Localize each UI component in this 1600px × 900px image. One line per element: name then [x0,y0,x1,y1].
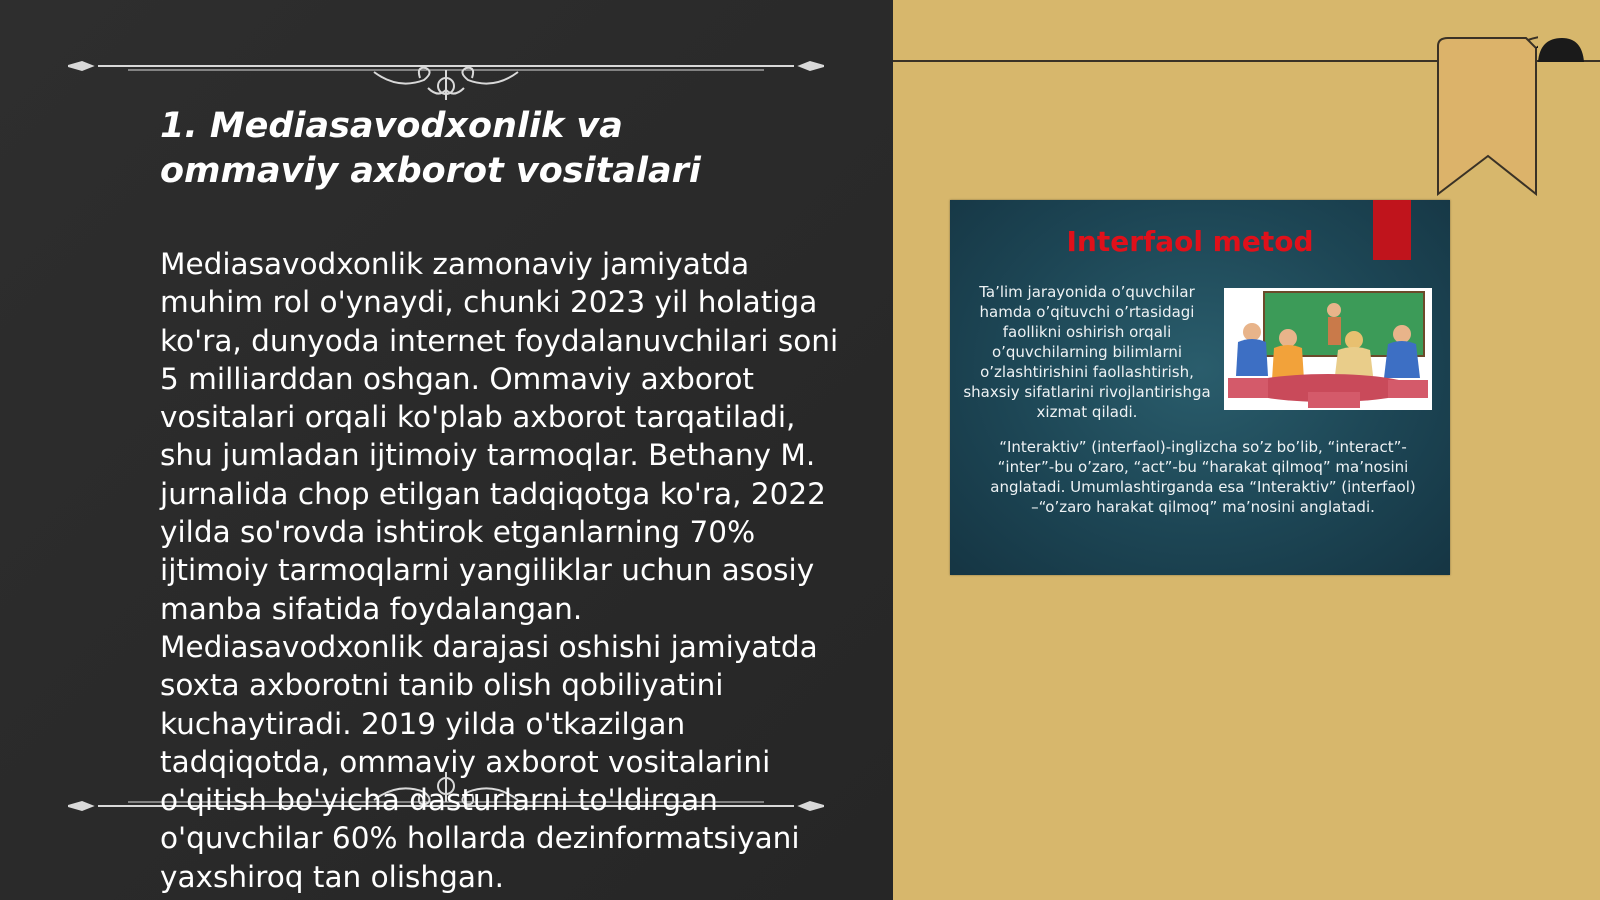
bookmark-ribbon-icon [1436,36,1538,196]
slide-title: 1. Mediasavodxonlik va ommaviy axborot vositalari [160,106,701,191]
card-paragraph-2: “Interaktiv” (interfaol)-inglizcha so’z bo’lib, “interact”- “inter”-bu o’zaro, “act”-bu “harakat qilmoq” ma’nosini anglatadi. Umumlashtirganda esa “Interaktiv” (interfaol) –“o’zaro harakat qilmoq” ma’nosini anglatadi. [990,438,1416,516]
interfaol-metod-card [950,200,1450,575]
bookmark-curl-icon [1536,36,1586,66]
card-title: Interfaol metod [1066,225,1314,258]
card-paragraph-1: Ta’lim jarayonida o’quvchilar hamda o’qituvchi o’rtasidagi faollikni oshirish orqali o’quvchilarning bilimlarni o’zlashtirishini faollashtirish, shaxsiy sifatlarini rivojlantirishga xizmat qiladi. [963,283,1211,421]
top-scroll-divider-icon [68,50,824,100]
classroom-illustration [1224,288,1432,410]
slide-body-text: Mediasavodxonlik zamonaviy jamiyatda muhim rol o'ynaydi, chunki 2023 yil holatiga ko'ra, dunyoda internet foydalanuvchilari soni 5 milliarddan oshgan. Ommaviy axborot vositalari orqali ko'plab axborot tarqatiladi, shu jumladan ijtimoiy tarmoqlar. Bethany M. jurnalida chop etilgan tadqiqotga ko'ra, 2022 yilda so'rovda ishtirok etganlarning 70% ijtimoiy tarmoqlarni yangiliklar uchun asosiy manba sifatida foydalangan. Mediasavodxonlik darajasi oshishi jamiyatda soxta axborotni tanib olish qobiliyatini kuchaytiradi. 2019 yilda o'tkazilgan tadqiqotda, ommaviy axborot vositalarini o'qitish bo'yicha dasturlarni to'ldirgan o'quvchilar 60% hollarda dezinformatsiyani yaxshiroq tan olishgan. [160,247,839,894]
